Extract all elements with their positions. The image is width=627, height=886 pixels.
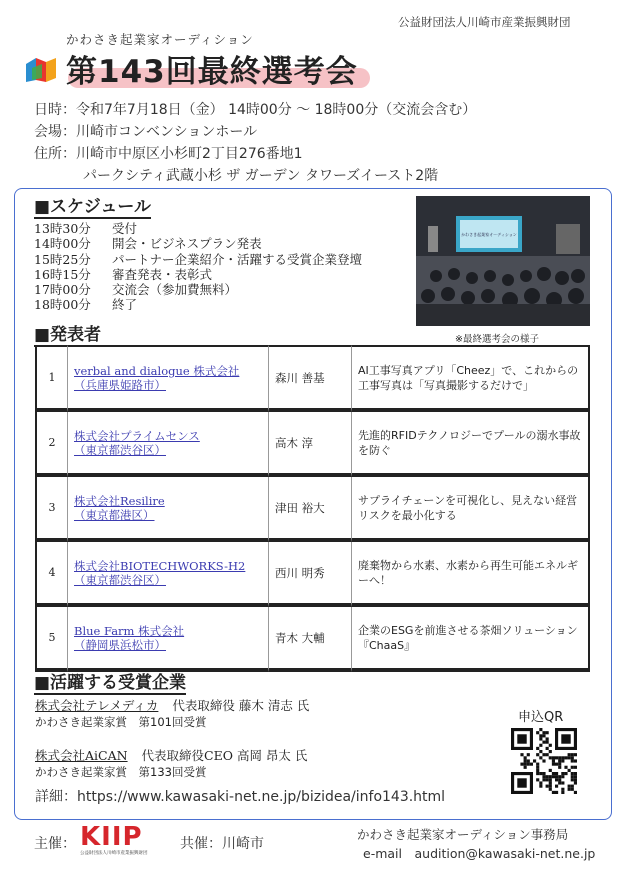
table-row — [35, 345, 590, 412]
presenters-heading-text: ■発表者 — [34, 325, 102, 345]
detail-link[interactable]: 詳細：https://www.kawasaki-net.ne.jp/bizidea/info143.html — [35, 789, 446, 805]
winner-company[interactable]: 株式会社テレメディカ — [35, 698, 159, 713]
company-name[interactable]: 株式会社プライムセンス — [74, 428, 200, 443]
schedule-list — [34, 221, 362, 313]
schedule-item — [34, 297, 362, 312]
schedule-item — [34, 282, 362, 297]
schedule-event: 開会・ビジネスプラン発表 — [112, 236, 262, 252]
company-name[interactable]: 株式会社BIOTECHWORKS-H2 — [74, 558, 246, 573]
presenters-table — [35, 345, 590, 672]
schedule-item — [34, 252, 362, 267]
winner-rep: 代表取締役 藤木 清志 氏 — [172, 698, 310, 713]
office-email[interactable]: e-mail audition@kawasaki-net.ne.jp — [363, 846, 596, 861]
company-location: （兵庫県姫路市） — [74, 377, 166, 392]
winner-rep: 代表取締役CEO 高岡 昂太 氏 — [141, 748, 308, 763]
winner-company[interactable]: 株式会社AiCAN — [35, 748, 128, 763]
qr-code-icon[interactable] — [511, 728, 577, 794]
schedule-time: 16時15分 — [34, 266, 91, 282]
row-number: 5 — [35, 607, 68, 672]
cohost: 共催：川崎市 — [180, 836, 264, 852]
schedule-item — [34, 221, 362, 236]
presentation-desc: AI工事写真アプリ「Cheez」で、これからの工事写真は「写真撮影するだけで」 — [352, 345, 590, 412]
kiip-logo-sub: 公益財団法人川崎市産業振興財団 — [80, 851, 148, 856]
company-cell — [68, 542, 269, 607]
schedule-event: 交流会（参加費無料） — [112, 282, 238, 298]
presenters-heading — [34, 320, 101, 345]
table-row — [35, 412, 590, 477]
company-cell — [68, 412, 269, 477]
photo-screen-text: かわさき起業家オーディション — [461, 232, 517, 237]
table-row — [35, 607, 590, 672]
presentation-desc: 廃棄物から水素、水素から再生可能エネルギーへ！ — [352, 542, 590, 607]
office-name: かわさき起業家オーディション事務局 — [357, 827, 569, 842]
schedule-event: 審査発表・表彰式 — [112, 266, 213, 282]
schedule-time: 14時00分 — [34, 236, 91, 252]
page-title: 第143回最終選考会 — [66, 54, 358, 90]
company-location: （東京都港区） — [74, 507, 155, 522]
row-number: 4 — [35, 542, 68, 607]
schedule-item — [34, 236, 362, 251]
kiip-logo-text: KIIP — [80, 822, 143, 852]
table-row — [35, 477, 590, 542]
company-name[interactable]: 株式会社Resilire — [74, 493, 165, 508]
presenter-name: 西川 明秀 — [269, 542, 352, 607]
row-number: 3 — [35, 477, 68, 542]
schedule-time: 15時25分 — [34, 251, 91, 267]
event-photo-image — [416, 196, 590, 326]
event-photo — [416, 196, 590, 326]
audition-logo-icon — [24, 54, 58, 84]
company-cell — [68, 345, 269, 412]
presentation-desc: 企業のESGを前進させる茶畑ソリューション『ChaaS』 — [352, 607, 590, 672]
winner-award: かわさき起業家賞 第101回受賞 — [35, 715, 207, 729]
schedule-time: 13時30分 — [34, 221, 91, 236]
schedule-heading-text: ■スケジュール — [34, 197, 152, 217]
host-label: 主催： — [34, 836, 76, 852]
qr-label: 申込QR — [518, 710, 564, 725]
winners-heading-text: ■活躍する受賞企業 — [34, 673, 187, 693]
winner-award: かわさき起業家賞 第133回受賞 — [35, 765, 207, 779]
schedule-event: パートナー企業紹介・活躍する受賞企業登壇 — [112, 251, 363, 267]
schedule-event: 終了 — [112, 297, 138, 313]
company-cell — [68, 477, 269, 542]
schedule-time: 17時00分 — [34, 282, 91, 298]
schedule-event: 受付 — [112, 221, 138, 236]
presenter-name: 津田 裕大 — [269, 477, 352, 542]
presenter-name: 高木 淳 — [269, 412, 352, 477]
company-name[interactable]: Blue Farm 株式会社 — [74, 623, 185, 638]
event-address: 住所：川崎市中原区小杉町2丁目276番地1 — [34, 146, 303, 162]
event-address-line2: パークシティ武蔵小杉 ザ ガーデン タワーズイースト2階 — [83, 168, 439, 184]
table-row — [35, 542, 590, 607]
title-block — [66, 46, 358, 91]
subtitle: かわさき起業家オーディション — [66, 32, 254, 47]
row-number: 1 — [35, 345, 68, 412]
company-name[interactable]: verbal and dialogue 株式会社 — [74, 363, 240, 378]
row-number: 2 — [35, 412, 68, 477]
winner-item — [35, 696, 309, 714]
presentation-desc: 先進的RFIDテクノロジーでプールの溺水事故を防ぐ — [352, 412, 590, 477]
photo-caption: ※最終選考会の様子 — [455, 334, 539, 345]
event-venue: 会場：川崎市コンベンションホール — [34, 124, 258, 140]
presenter-name: 青木 大輔 — [269, 607, 352, 672]
schedule-item — [34, 267, 362, 282]
organizer-top: 公益財団法人川崎市産業振興財団 — [398, 15, 571, 29]
presenter-name: 森川 善基 — [269, 345, 352, 412]
winner-item — [35, 746, 307, 764]
company-location: （静岡県浜松市） — [74, 637, 166, 652]
company-location: （東京都渋谷区） — [74, 572, 166, 587]
event-date: 日時：令和7年7月18日（金） 14時00分 〜 18時00分（交流会含む） — [34, 102, 477, 118]
winners-heading — [34, 668, 186, 693]
schedule-heading — [34, 192, 151, 217]
presentation-desc: サプライチェーンを可視化し、見えない経営リスクを最小化する — [352, 477, 590, 542]
company-location: （東京都渋谷区） — [74, 442, 166, 457]
company-cell — [68, 607, 269, 672]
kiip-logo — [80, 824, 154, 856]
schedule-time: 18時00分 — [34, 297, 91, 313]
